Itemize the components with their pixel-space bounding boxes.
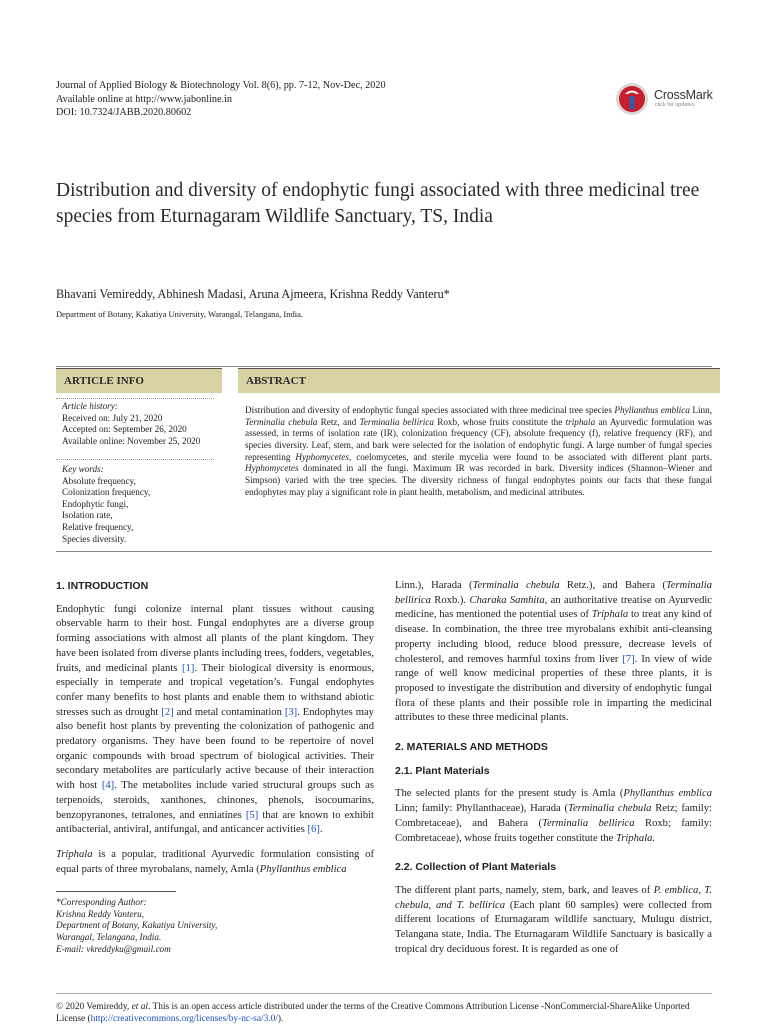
article-title: Distribution and diversity of endophytic fungi associated with three medicinal tree species from Eturnagaram Wildlife Sanctuary, TS, India — [56, 180, 700, 227]
available-date: Available online: November 25, 2020 — [62, 435, 201, 446]
corresponding-name: Krishna Reddy Vanteru, — [56, 908, 145, 919]
plant-materials-paragraph: The selected plants for the present study is Amla (Phyllanthus emblica Linn; family: Phyllanthaceae), Harada (Terminalia chebula Retz; family: Combretaceae), and Bahera (Terminalia bellirica Roxb; family: Combretaceae), whose fruits together constitute the Triphala. — [395, 788, 712, 844]
corresponding-dept: Department of Botany, Kakatiya University, — [56, 920, 218, 931]
collection-heading: 2.2. Collection of Plant Materials — [395, 861, 557, 874]
crossmark-label: CrossMark — [654, 88, 713, 102]
section-divider — [56, 366, 712, 367]
collection-paragraph: The different plant parts, namely, stem, bark, and leaves of P. emblica, T. chebula, and T. bellirica (Each plant 60 samples) were collected from different locations of Eturnagaram wildlife sanctuary, Mulugu district, Telangana state, India. The Eturnagaram Wildlife Sanctuary is basically a tropical dry deciduous forest. It is regarded as one of — [395, 884, 712, 955]
license-link[interactable]: http://creativecommons.org/licenses/by-nc-sa/3.0/ — [90, 1014, 278, 1025]
keyword-item: Isolation rate, — [62, 510, 113, 521]
intro-paragraph-2-cont: Linn.), Harada (Terminalia chebula Retz.), and Bahera (Terminalia bellirica Roxb.). Charaka Samhita, an authoritative treatise on Ayurvedic medicine, has mentioned the potential uses of Triphala to treat any kind of disease. In combination, the three tree myrobalans exhibit anti-cleansing property including blood, reduce blood pressure, decrease levels of cholesterol, and removes harmful toxins from liver [7]. In view of wide range of well know medicinal properties of these three plants, it is proposed to investigate the distribution and diversity of endophytic fungal flora of these plants and their possible role in imparting the medicinal attributes to these three medicinal plants. — [395, 580, 713, 724]
article-history — [62, 401, 200, 447]
history-label: Article history: — [62, 401, 118, 411]
abstract-text: Distribution and diversity of endophytic fungal species associated with three medicinal tree species Phyllanthus emblica Linn, Terminalia chebula Retz, and Terminalia bellirica Roxb, whose fruits constitute the triphala an Ayurvedic formulation was assessed, in terms of isolation rate (IR), colonization frequency (CF), absolute frequency (f), relative frequency (RF), and species diversity. Leaf, stem, and bark were selected for the isolation of endophytic fungi. A large number of fungal species representing Hyphomycetes, coelomycetes, and sterile mycelia were found to be associated with different plant parts. Hyphomycetes dominated in all the fungi. Maximum IR was recorded in bark. Diversity indices (Shannon–Wiener and Simpson) varied with the tree species. The diversity richness of fungal endophytes points our facts that these fungal endophytes may play a significant role in plant health, metabolism, and medicinal attributes. — [245, 405, 712, 497]
intro-paragraph-1: Endophytic fungi colonize internal plant tissues without causing observable harm to their host. Fungal endophytes are a diverse group forming associations with almost all plants of the plant kingdom. They have been isolated from diverse plants including trees, fodders, vegetables, fruits, and medicinal plants [1]. Their biological diversity is enormous, especially in temperate and tropical vegetation’s. Fungal endophytes confer many benefits to host plants and enable them to withstand abiotic stresses such as drought [2] and metal contamination [3]. Endophytes may also benefit host plants by preventing the colonization of pathogenic and predatory organisms. They have been found to be repertoire of novel organic compounds with broad spectrum of biological activities. Their secondary metabolites are particularly active because of their interaction with host [4]. The metabolites include varied structural groups such as terpenoids, steroids, xanthones, chinones, phenols, isocoumarins, benzopyranones, tetralones, and enniatines [5] that are known to exhibit antibacterial, antiviral, antifungal, and anticancer activities [6]. — [56, 603, 375, 836]
license-text: © 2020 Vemireddy, et al. This is an open access article distributed under the terms of the Creative Commons Attribution License -NonCommercial-ShareAlike Unported License (http://creativecommons.org/licenses/by-nc-sa/3.0/). — [56, 1002, 690, 1025]
column-right — [395, 579, 712, 957]
corresponding-label: *Corresponding Author: — [56, 897, 147, 907]
intro-paragraph-2: Triphala is a popular, traditional Ayurvedic formulation consisting of equal parts of three myrobalans, namely, Amla (Phyllanthus emblica — [56, 848, 374, 875]
crossmark-sublabel: click for updates — [655, 102, 695, 108]
license-rule — [56, 993, 712, 994]
keyword-item: Absolute frequency, — [62, 475, 136, 486]
citation-link[interactable]: [7] — [622, 653, 635, 665]
journal-citation: Journal of Applied Biology & Biotechnology Vol. 8(6), pp. 7-12, Nov-Dec, 2020 — [56, 80, 386, 91]
plant-materials-heading: 2.1. Plant Materials — [395, 764, 490, 777]
citation-link[interactable]: [1] — [182, 662, 195, 674]
corresponding-location: Warangal, Telangana, India. — [56, 932, 162, 943]
methods-heading: 2. MATERIALS AND METHODS — [395, 741, 548, 754]
keywords-label: Key words: — [62, 464, 104, 474]
keyword-item: Relative frequency, — [62, 521, 134, 532]
keyword-item: Colonization frequency, — [62, 487, 151, 498]
citation-link[interactable]: [5] — [245, 809, 259, 821]
keywords-block — [62, 464, 150, 545]
article-info-heading: ARTICLE INFO — [56, 368, 222, 393]
intro-heading: 1. INTRODUCTION — [56, 580, 149, 592]
crossmark-icon — [615, 82, 649, 116]
journal-header — [56, 79, 386, 120]
article-info-divider — [56, 398, 214, 399]
citation-link[interactable]: [6] — [307, 824, 320, 836]
crossmark-badge[interactable] — [615, 80, 715, 120]
received-date: Received on: July 21, 2020 — [62, 412, 163, 423]
journal-doi: DOI: 10.7324/JABB.2020.80602 — [56, 107, 192, 118]
keyword-item: Species diversity. — [62, 533, 127, 544]
keyword-item: Endophytic fungi, — [62, 498, 129, 509]
citation-link[interactable]: [4] — [101, 780, 115, 792]
footnote-rule — [56, 891, 176, 892]
accepted-date: Accepted on: September 26, 2020 — [62, 424, 187, 435]
citation-link[interactable]: [3] — [284, 706, 298, 718]
abstract-heading: ABSTRACT — [238, 368, 720, 393]
journal-online: Available online at http://www.jabonline.in — [56, 93, 232, 105]
corresponding-email: E-mail: vkreddyku@gmail.com — [56, 943, 171, 954]
citation-link[interactable]: [2] — [161, 706, 174, 718]
corresponding-author — [56, 897, 217, 956]
keywords-divider — [56, 459, 214, 460]
author-list: Bhavani Vemireddy, Abhinesh Madasi, Aruna Ajmeera, Krishna Reddy Vanteru* — [56, 287, 450, 301]
affiliation: Department of Botany, Kakatiya University, Warangal, Telangana, India. — [56, 309, 304, 319]
abstract-bottom-rule — [56, 551, 712, 552]
column-left — [56, 579, 374, 877]
